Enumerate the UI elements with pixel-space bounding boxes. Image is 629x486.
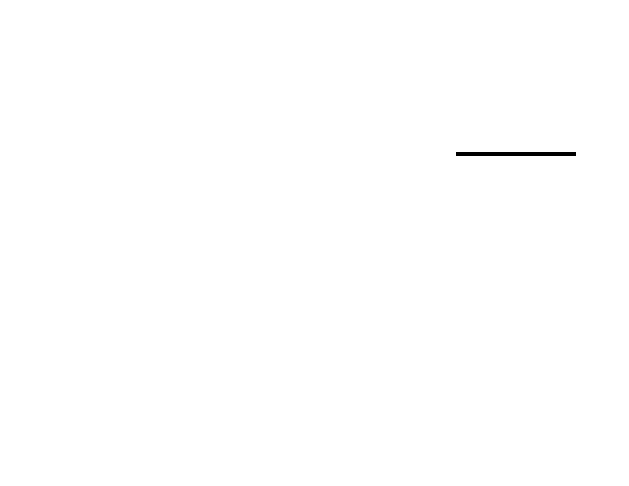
indices-table	[456, 152, 576, 156]
